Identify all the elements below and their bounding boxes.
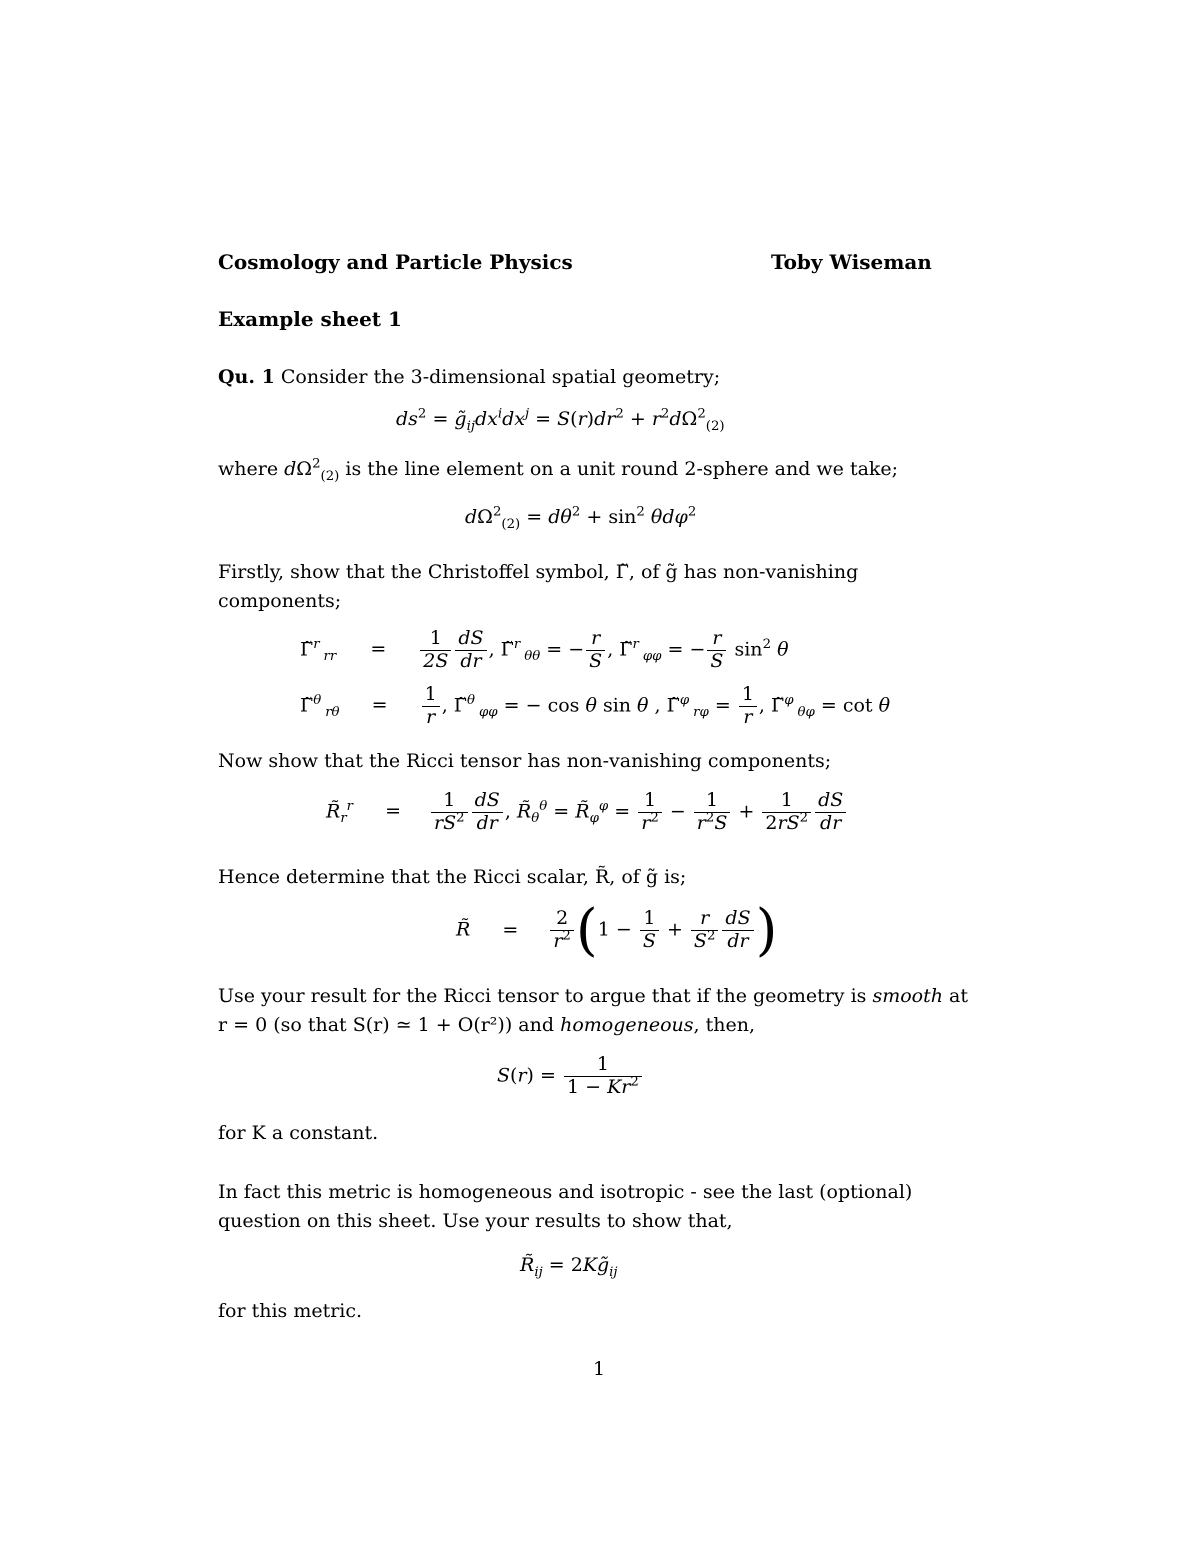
question-1-intro (218, 366, 720, 388)
christoffel-equation-2: Γ̃$^\theta_{r\theta}$ = $\frac{1}{r}$ , Γ̃$^\theta_{\varphi\varphi}$ = − cos θ sin θ , Γ̃$^\varphi_{r\varphi}$ = $\frac{1}{r}$ , Γ̃$^\varphi_{\theta\varphi}$ = cot θ (300, 683, 891, 728)
smooth-paragraph (218, 982, 983, 1040)
christoffel-equation-1: Γ̃$^r_{rr}$ = $\frac{1}{2S}$ $\frac{dS}{dr}$ , Γ̃$^r_{\theta\theta}$ = − $\frac{r}{S}$ , Γ̃$^r_{\varphi\varphi}$ = − $\frac{r}{S}$ $\sin^2 \theta$ (300, 627, 789, 672)
final-equation: $R̃_{ij}$ = $2Kg̃_{ij}$ (520, 1254, 618, 1280)
smooth-text-b: at r = 0 (so that S(r) ≃ 1 + O(r²)) and (218, 985, 969, 1036)
author-name: Toby Wiseman (771, 250, 932, 274)
homogeneous-word: homogeneous (560, 1014, 694, 1036)
s-of-r-equation: S(r) = $\frac{1}{1 - Kr^2}$ (497, 1054, 644, 1099)
ricci-tensor-equation: $R̃_r^r$ = $\frac{1}{rS^2}$ $\frac{dS}{dr}$ , $R̃_\theta^\theta$ = $R̃_\varphi^\varphi$ = $\frac{1}{r^2}$ − $\frac{1}{r^2S}$ + $\frac{1}{2rS^2}$ $\frac{dS}{dr}$ (326, 790, 848, 835)
page-number: 1 (593, 1358, 606, 1380)
where-line (218, 456, 899, 484)
ricci-scalar-equation: R̃ = $\frac{2}{r^2}$ (1 − $\frac{1}{S}$ + $\frac{r}{S^2}$ $\frac{dS}{dr}$ ) (456, 898, 778, 963)
where-text-a: where (218, 458, 279, 480)
course-title: Cosmology and Particle Physics (218, 250, 573, 274)
in-fact-paragraph: In fact this metric is homogeneous and isotropic - see the last (optional) question on this sheet. Use your results to show that, (218, 1181, 913, 1232)
final-text: for this metric. (218, 1300, 363, 1322)
christoffel-paragraph: Firstly, show that the Christoffel symbol, Γ̃, of g̃ has non-vanishing components; (218, 561, 859, 612)
constant-text: for K a constant. (218, 1122, 379, 1144)
smooth-text-c: , then, (693, 1014, 756, 1036)
sphere-equation: $d\Omega^2_{(2)} = d\theta^2 + \sin^2 \theta d\varphi^2$ (465, 504, 697, 532)
sheet-title: Example sheet 1 (218, 307, 402, 331)
metric-equation: $ds^2$ = $g̃_{ij}dx^idx^j = S(r)dr^2 + r^2d\Omega^2_{(2)}$ (396, 406, 725, 434)
where-text-b: is the line element on a unit round 2-sphere and we take; (345, 458, 899, 480)
smooth-word: smooth (872, 985, 943, 1007)
smooth-text-a: Use your result for the Ricci tensor to argue that if the geometry is (218, 985, 867, 1007)
ricci-tensor-text: Now show that the Ricci tensor has non-vanishing components; (218, 750, 832, 772)
question-label: Qu. 1 (218, 366, 275, 388)
question-intro-text: Consider the 3-dimensional spatial geometry; (280, 366, 721, 388)
ricci-scalar-text: Hence determine that the Ricci scalar, R̃, of g̃ is; (218, 866, 687, 888)
where-symbol: $d\Omega^2_{(2)}$ (284, 456, 340, 484)
